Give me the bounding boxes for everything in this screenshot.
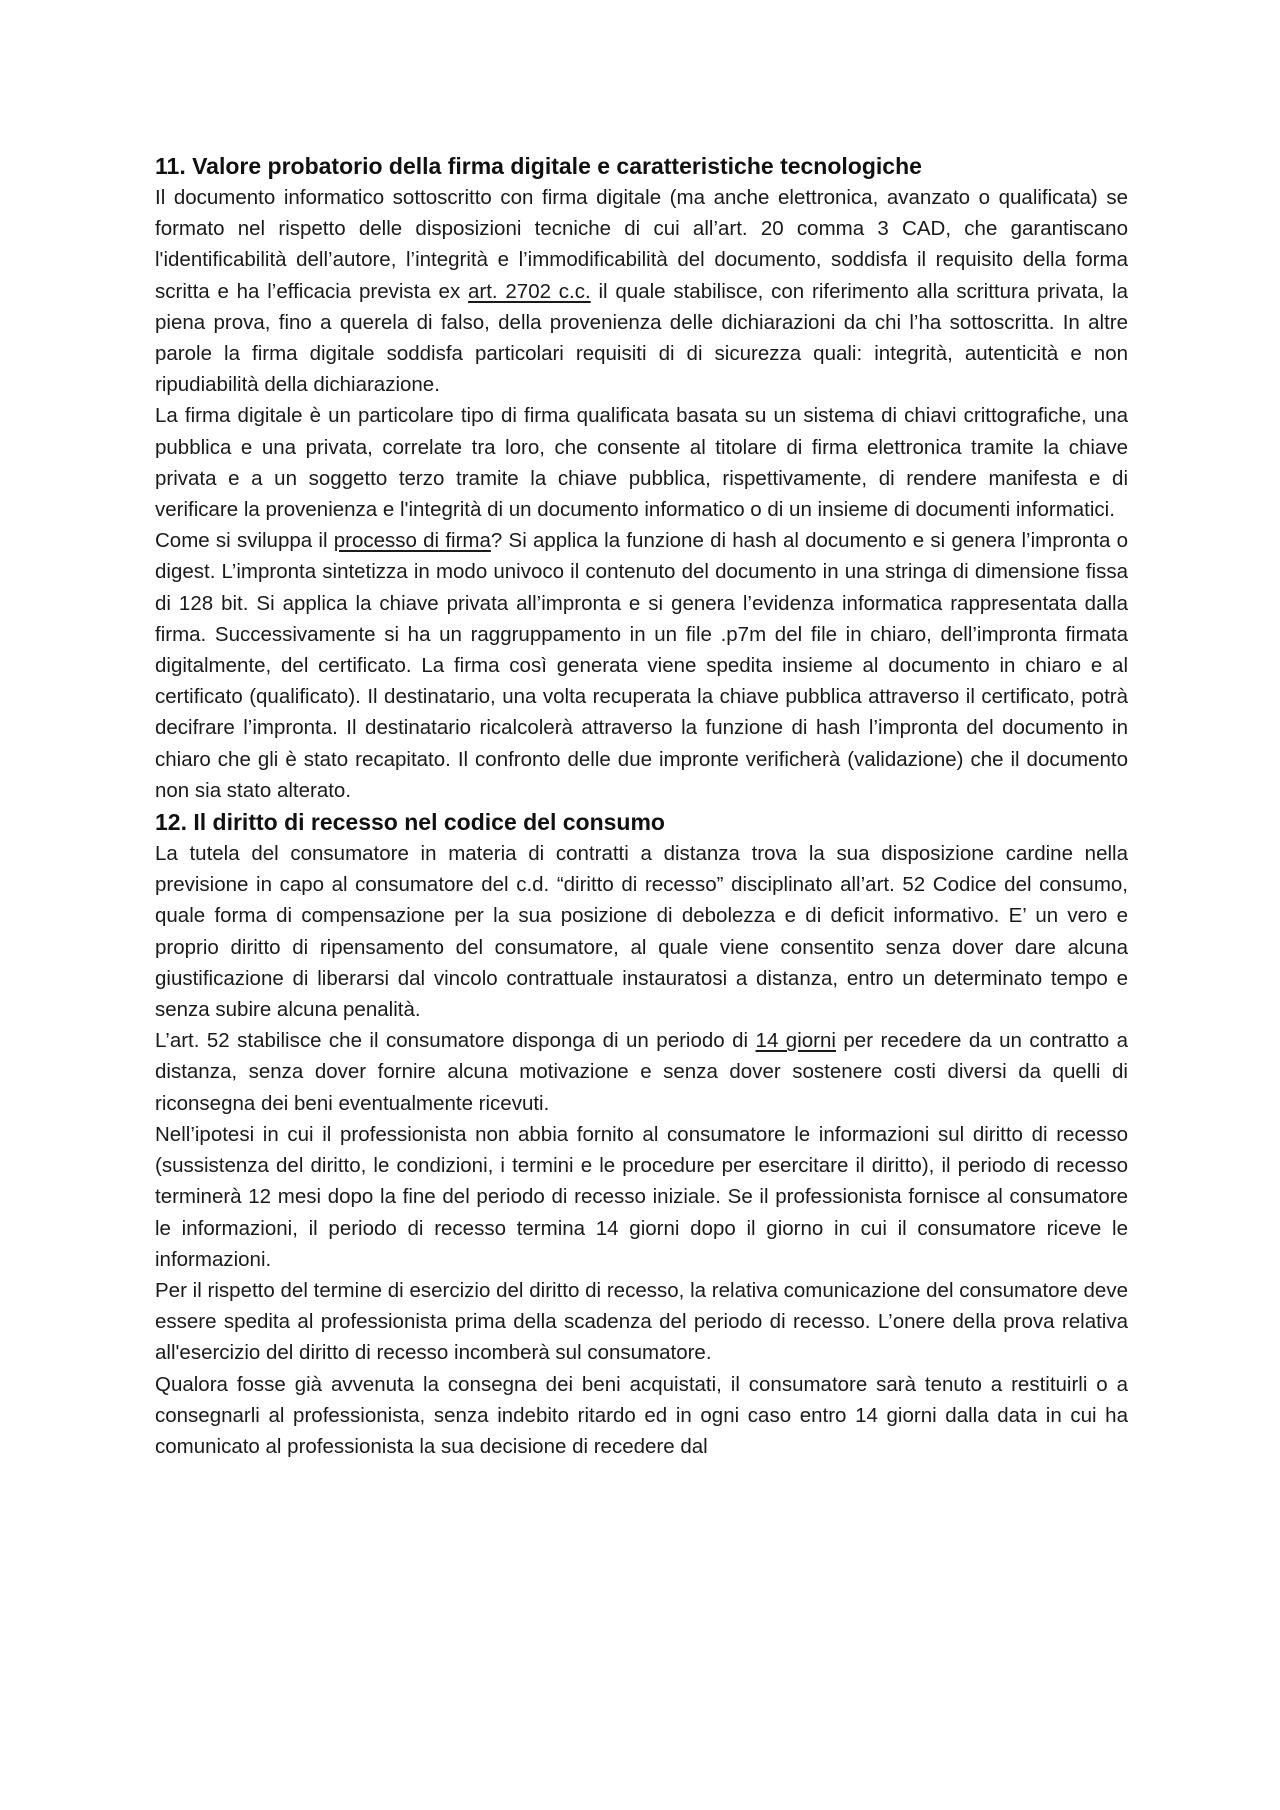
- paragraph-text: L’art. 52 stabilisce che il consumatore disponga di un periodo di: [155, 1029, 756, 1053]
- section-12-paragraph-5: Qualora fosse già avvenuta la consegna dei beni acquistati, il consumatore sarà tenuto a restituirli o a consegnarli al professionista, senza indebito ritardo ed in ogni caso entro 14 giorni dalla data in cui ha comunicato al professionista la sua decisione di recedere dal: [155, 1372, 1128, 1458]
- section-11-heading: 11. Valore probatorio della firma digitale e caratteristiche tecnologiche: [155, 153, 922, 179]
- 14-giorni-link[interactable]: 14 giorni: [755, 1029, 836, 1053]
- processo-di-firma-link[interactable]: processo di firma: [333, 529, 491, 553]
- paragraph-text: per recedere da un contratto a distanza, senza dover fornire alcuna motivazione e senza dover sostenere costi diversi da quelli di riconsegna dei beni eventualmente ricevuti.: [155, 1029, 1128, 1115]
- paragraph-text: ? Si applica la funzione di hash al documento e si genera l’impronta o digest. L’impronta sintetizza in modo univoco il contenuto del documento in una stringa di dimensione fissa di 128 bit. Si applica la chiave privata all’impronta e si genera l’evidenza informatica rappresentata dalla firma. Successivamente si ha un raggruppamento in un file .p7m del file in chiaro, dell’impronta firmata digitalmente, del certificato. La firma così generata viene spedita insieme al documento in chiaro e al certificato (qualificato). Il destinatario, una volta recuperata la chiave pubblica attraverso il certificato, potrà decifrare l’impronta. Il destinatario ricalcolerà attraverso la funzione di hash l’impronta del documento in chiaro che gli è stato recapitato. Il confronto delle due impronte verificherà (validazione) che il documento non sia stato alterato.: [155, 529, 1129, 802]
- art-2702-link[interactable]: art. 2702 c.c.: [468, 279, 591, 303]
- section-12-paragraph-3: Nell’ipotesi in cui il professionista non abbia fornito al consumatore le informazioni sul diritto di recesso (sussistenza del diritto, le condizioni, i termini e le procedure per esercitare il diritto), il periodo di recesso terminerà 12 mesi dopo la fine del periodo di recesso iniziale. Se il professionista fornisce al consumatore le informazioni, il periodo di recesso termina 14 giorni dopo il giorno in cui il consumatore riceve le informazioni.: [155, 1122, 1128, 1271]
- section-12-paragraph-4: Per il rispetto del termine di esercizio del diritto di recesso, la relativa comunicazione del consumatore deve essere spedita al professionista prima della scadenza del periodo di recesso. L’onere della prova relativa all'esercizio del diritto di recesso incomberà sul consumatore.: [155, 1278, 1128, 1365]
- section-12-paragraph-2: [155, 1025, 1128, 1119]
- section-11-paragraph-3: [155, 525, 1128, 806]
- section-11-paragraph-2: La firma digitale è un particolare tipo di firma qualificata basata su un sistema di chiavi crittografiche, una pubblica e una privata, correlate tra loro, che consente al titolare di firma elettronica tramite la chiave privata e a un soggetto terzo tramite la chiave pubblica, rispettivamente, di rendere manifesta e di verificare la provenienza e l'integrità di un documento informatico o di un insieme di documenti informatici.: [155, 404, 1128, 522]
- section-11-paragraph-1: [155, 182, 1128, 400]
- section-12-heading: 12. Il diritto di recesso nel codice del consumo: [155, 809, 665, 836]
- paragraph-text: il quale stabilisce, con riferimento alla scrittura privata, la piena prova, fino a querela di falso, della provenienza delle dichiarazioni da chi l’ha sottoscritta. In altre parole la firma digitale soddisfa particolari requisiti di di sicurezza quali: integrità, autenticità e non ripudiabilità della dichiarazione.: [155, 279, 1128, 397]
- paragraph-text: Il documento informatico sottoscritto con firma digitale (ma anche elettronica, avanzato o qualificata) se formato nel rispetto delle disposizioni tecniche di cui all’art. 20 comma 3 CAD, che garantiscano l'identificabilità dell’autore, l’integrità e l’immodificabilità del documento, soddisfa il requisito della forma scritta e ha l’efficacia prevista ex: [155, 186, 1128, 303]
- paragraph-text: Come si sviluppa il: [155, 529, 334, 553]
- document-page: [155, 150, 1128, 1462]
- section-12-paragraph-1: La tutela del consumatore in materia di contratti a distanza trova la sua disposizione cardine nella previsione in capo al consumatore del c.d. “diritto di recesso” disciplinato all’art. 52 Codice del consumo, quale forma di compensazione per la sua posizione di debolezza e di deficit informativo. E’ un vero e proprio diritto di ripensamento del consumatore, al quale viene consentito senza dover dare alcuna giustificazione di liberarsi dal vincolo contrattuale instauratosi a distanza, entro un determinato tempo e senza subire alcuna penalità.: [155, 842, 1128, 1022]
